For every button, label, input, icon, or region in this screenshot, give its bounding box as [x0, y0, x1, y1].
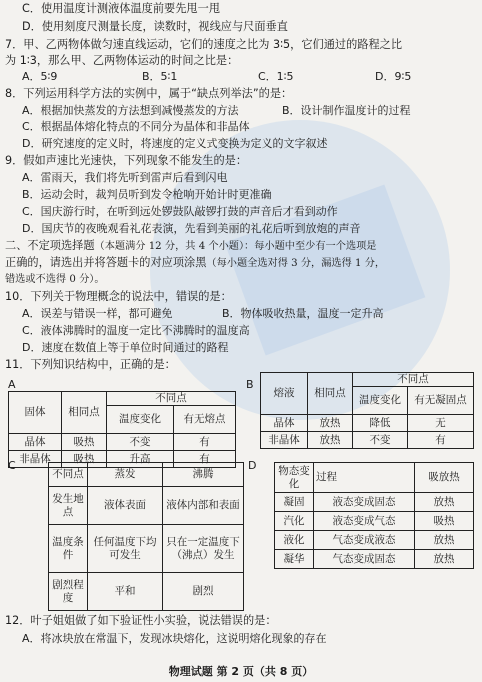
q10-option-d: D．速度在数值上等于单位时间通过的路程 [22, 341, 229, 354]
q10-option-b: B．物体吸收热量，温度一定升高 [222, 307, 384, 320]
table-d-label: D [248, 459, 257, 472]
q8-stem: 8．下列运用科学方法的实例中，属于“缺点列举法”的是： [5, 87, 293, 100]
table-d-cell: 气态变成液态 [314, 531, 415, 550]
table-d-cell: 凝固 [275, 493, 314, 512]
q8-option-b: B．设计制作温度计的过程 [282, 104, 411, 117]
table-d-h1: 过程 [314, 463, 415, 493]
q8-option-a: A．根据加快蒸发的方法想到减慢蒸发的方法 [22, 104, 239, 117]
table-a-cell: 吸热 [62, 434, 107, 451]
table-c-h1: 蒸发 [88, 463, 163, 487]
table-c-cell: 只在一定温度下（沸点）发生 [163, 525, 244, 573]
q8-option-d: D．研究速度的定义时，将速度的定义式变换为定义的文字叙述 [22, 137, 328, 150]
q7-option-c: C．1∶5 [258, 70, 294, 83]
table-d-cell: 液态变成固态 [314, 493, 415, 512]
table-b-h-same: 相同点 [308, 373, 353, 415]
table-d [274, 462, 474, 569]
q9-option-a: A．雷雨天，我们将先听到雷声后看到闪电 [22, 171, 228, 184]
table-d-cell: 液态变成气态 [314, 512, 415, 531]
table-b-h-type: 熔液 [261, 373, 308, 415]
table-a-cell: 吸热 [62, 451, 107, 468]
table-a-label: A [8, 378, 16, 391]
table-c-cell: 任何温度下均可发生 [88, 525, 163, 573]
table-a-h-type: 固体 [9, 392, 62, 434]
table-b-label: B [246, 378, 254, 391]
q9-option-b: B．运动会时，裁判员听到发令枪响开始计时更准确 [22, 188, 272, 201]
table-b-cell: 晶体 [261, 415, 308, 432]
table-b-cell: 降低 [353, 415, 408, 432]
table-d-h0: 物态变化 [275, 463, 314, 493]
table-b-cell: 非晶体 [261, 432, 308, 449]
q11-stem: 11．下列知识结构中，正确的是： [5, 358, 176, 371]
q10-option-c: C．液体沸腾时的温度一定比不沸腾时的温度高 [22, 324, 250, 337]
table-c-cell: 液体表面 [88, 487, 163, 525]
table-b-cell: 有 [408, 432, 474, 449]
table-d-cell: 气态变成固态 [314, 550, 415, 569]
table-c-label: C [8, 459, 16, 472]
table-a [8, 391, 236, 468]
table-c-cell: 液体内部和表面 [163, 487, 244, 525]
table-b-h-diff: 不同点 [353, 373, 474, 387]
table-a-h-same: 相同点 [62, 392, 107, 434]
table-c-h2: 沸腾 [163, 463, 244, 487]
table-a-cell: 有 [174, 451, 236, 468]
table-a-h-diff: 不同点 [107, 392, 236, 406]
q9-stem: 9．假如声速比光速快，下列现象不能发生的是： [5, 154, 248, 167]
table-c-cell: 平和 [88, 573, 163, 611]
q10-stem: 10．下列关于物理概念的说法中，错误的是： [5, 290, 232, 303]
q7-stem-line2: 为 1∶3，那么甲、乙两物体运动的时间之比是： [5, 54, 239, 67]
table-b-cell: 无 [408, 415, 474, 432]
table-a-cell: 有 [174, 434, 236, 451]
table-d-cell: 凝华 [275, 550, 314, 569]
section2-instructions-2a: 正确的，请选出并将答题卡的对应项涂黑 [5, 256, 207, 269]
table-a-cell: 非晶体 [9, 451, 62, 468]
table-a-cell: 不变 [107, 434, 174, 451]
table-b [260, 372, 474, 449]
section2-title: 二、不定项选择题 [5, 239, 95, 252]
q7-option-a: A．5∶9 [22, 70, 58, 83]
table-b-cell: 不变 [353, 432, 408, 449]
section2-instructions-1: （本题满分 12 分，共 4 个小题）：每小题中至少有一个选项是 [94, 241, 377, 252]
table-d-cell: 放热 [415, 531, 474, 550]
q12-stem: 12．叶子姐姐做了如下验证性小实验，说法错误的是： [5, 614, 277, 627]
table-b-h-mp: 有无凝固点 [408, 387, 474, 415]
table-b-h-temp: 温度变化 [353, 387, 408, 415]
table-a-h-mp: 有无熔点 [174, 406, 236, 434]
section2-line2 [5, 256, 385, 271]
section2-heading [5, 239, 377, 254]
q9-option-c: C．国庆游行时，在听到远处锣鼓队敲锣打鼓的声音后才看到动作 [22, 205, 338, 218]
table-b-cell: 放热 [308, 432, 353, 449]
section2-instructions-2b: （每小题全选对得 3 分，漏选得 1 分， [206, 258, 386, 269]
table-d-cell: 吸热 [415, 512, 474, 531]
table-d-cell: 放热 [415, 493, 474, 512]
q7-option-b: B．5∶1 [142, 70, 178, 83]
table-c [48, 462, 244, 611]
q10-option-a: A．误差与错误一样，都可避免 [22, 307, 173, 320]
q6-option-d: D．使用刻度尺测量长度，读数时，视线应与尺面垂直 [22, 20, 288, 33]
page-footer: 物理试题 第 2 页（共 8 页） [168, 665, 314, 678]
table-c-h0: 不同点 [49, 463, 88, 487]
table-c-cell: 剧烈 [163, 573, 244, 611]
table-c-cell: 温度条件 [49, 525, 88, 573]
table-d-cell: 汽化 [275, 512, 314, 531]
table-a-h-temp: 温度变化 [107, 406, 174, 434]
section2-line3: 错选或不选得 0 分）。 [5, 274, 105, 285]
table-c-cell: 剧烈程度 [49, 573, 88, 611]
table-a-cell: 升高 [107, 451, 174, 468]
table-a-cell: 晶体 [9, 434, 62, 451]
q9-option-d: D．国庆节的夜晚观看礼花表演，先看到美丽的礼花后听到放炮的声音 [22, 222, 361, 235]
table-d-cell: 液化 [275, 531, 314, 550]
q8-option-c: C．根据晶体熔化特点的不同分为晶体和非晶体 [22, 120, 250, 133]
table-b-cell: 放热 [308, 415, 353, 432]
q12-option-a: A．将冰块放在常温下，发现冰块熔化，这说明熔化现象的存在 [22, 632, 327, 645]
q7-option-d: D．9∶5 [375, 70, 412, 83]
table-c-cell: 发生地点 [49, 487, 88, 525]
table-d-cell: 放热 [415, 550, 474, 569]
table-d-h2: 吸放热 [415, 463, 474, 493]
q6-option-c: C．使用温度计测液体温度前要先甩一甩 [22, 2, 221, 15]
q7-stem-line1: 7．甲、乙两物体做匀速直线运动，它们的速度之比为 3∶5，它们通过的路程之比 [5, 38, 403, 51]
